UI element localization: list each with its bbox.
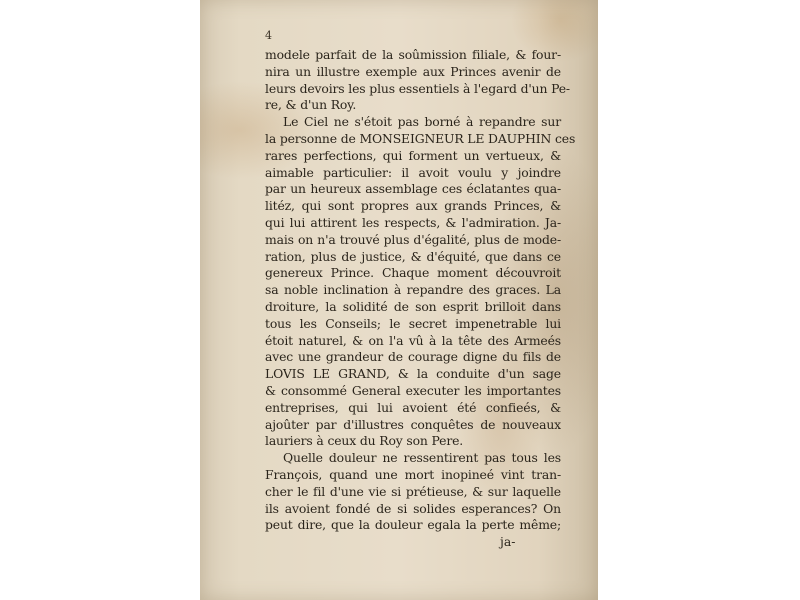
text-line: sa noble inclination à repandre des graces. La [265, 282, 561, 298]
text-line: par un heureux assemblage ces éclatantes qua- [265, 181, 561, 197]
text-line: François, quand une mort inopineé vint tran- [265, 466, 561, 482]
page-number: 4 [265, 29, 272, 42]
text-line: lauriers à ceux du Roy son Pere. [265, 433, 464, 449]
text-line: droiture, la solidité de son esprit brilloit dans [265, 298, 561, 314]
text-line: modele parfait de la soûmission filiale, & four- [265, 47, 561, 62]
text-line: la personne de MONSEIGNEUR LE DAUPHIN ces [265, 130, 576, 146]
text-line: tous les Conseils; le secret impenetrable lui [265, 315, 561, 331]
text-line: Le Ciel ne s'étoit pas borné à repandre sur [283, 114, 561, 130]
text-line: genereux Prince. Chaque moment découvroit [265, 265, 561, 281]
text-line: qui lui attirent les respects, & l'admiration. Ja- [265, 214, 561, 230]
text-line: & consommé General executer les importantes [265, 382, 561, 398]
text-line: LOVIS LE GRAND, & la conduite d'un sage [265, 366, 561, 382]
text-line: ration, plus de justice, & d'équité, que dans ce [265, 248, 561, 264]
text-line: entreprises, qui lui avoient été confieés, & [265, 399, 561, 415]
text-line: ajoûter par d'illustres conquêtes de nouveaux [265, 416, 561, 432]
text-line: litéz, qui sont propres aux grands Princes, & [265, 198, 561, 214]
text-line: ils avoient fondé de si solides esperances? On [265, 500, 561, 516]
text-line: avec une grandeur de courage digne du fils de [265, 349, 561, 365]
body-text [265, 47, 576, 534]
text-line: peut dire, que la douleur egala la perte même; [265, 517, 561, 533]
text-line: mais on n'a trouvé plus d'égalité, plus de mode- [265, 231, 561, 247]
text-line: rares perfections, qui forment un vertueux, & [265, 147, 561, 163]
text-line: re, & d'un Roy. [265, 97, 357, 113]
text-line: leurs devoirs les plus essentiels à l'egard d'un Pe- [265, 80, 570, 96]
catchword: ja- [500, 534, 516, 549]
text-line: Quelle douleur ne ressentirent pas tous les [283, 450, 561, 466]
book-page [200, 0, 598, 600]
text-line: étoit naturel, & on l'a vû à la tête des Armeés [265, 332, 561, 348]
text-line: cher le fil d'une vie si prétieuse, & sur laquelle [265, 483, 561, 499]
text-line: aimable particulier: il avoit voulu y joindre [265, 164, 561, 180]
text-line: nira un illustre exemple aux Princes avenir de [265, 63, 561, 79]
